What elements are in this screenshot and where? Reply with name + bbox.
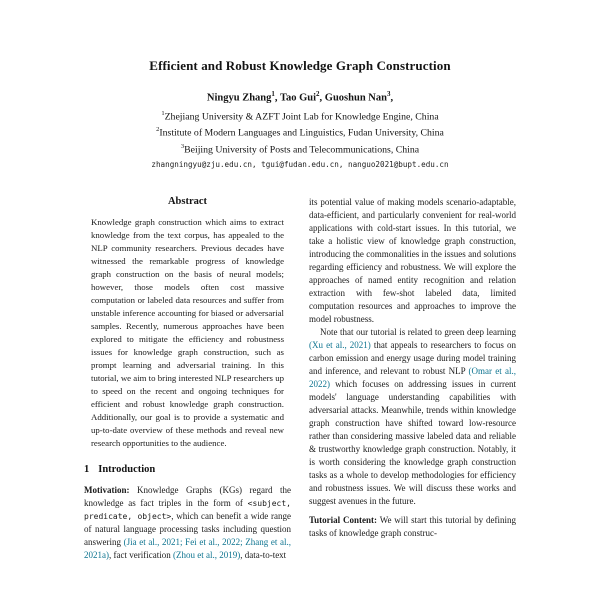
- author-emails[interactable]: zhangningyu@zju.edu.cn, tgui@fudan.edu.cn, nanguo2021@bupt.edu.cn: [151, 159, 449, 169]
- author-name: Ningyu Zhang: [206, 92, 272, 104]
- citation-link[interactable]: (Omar et al., 2022): [309, 365, 516, 389]
- text-segment: , which can benefit a wide range of natural language processing tasks including question answering: [84, 510, 291, 547]
- left-column: [84, 196, 291, 562]
- paper-title: Efficient and Robust Knowledge Graph Construction: [149, 58, 451, 73]
- motivation-paragraph: [84, 484, 291, 562]
- affiliation-marker: 3: [180, 143, 185, 151]
- two-column-body: [84, 196, 516, 562]
- author-name: Tao Gui: [279, 92, 317, 104]
- citation-link[interactable]: (Xu et al., 2021): [309, 339, 371, 350]
- tutorial-content-label: Tutorial Content:: [309, 514, 378, 525]
- author-separator: ,: [274, 92, 280, 104]
- author-affil-marker: 3: [386, 90, 391, 98]
- authors-line: [84, 90, 516, 104]
- text-segment: Note that our tutorial is related to green deep learning: [320, 326, 516, 337]
- affiliation-text: Beijing University of Posts and Telecommunications, China: [184, 144, 420, 156]
- body-paragraph: its potential value of making models scenario-adaptable, data-efficient, and particularly convenient for real-world applications with cold-start issues. In this tutorial, we take a holistic view of knowledge graph construction, introducing the commonalities in the issues and solutions regarding efficiency and robustness. We will explore the approaches of named entity recognition and relation extraction with few-shot labeled data, limited computation resources and approaches to improve the model robustness.: [309, 196, 516, 324]
- affiliation-text: Zhejiang University & AZFT Joint Lab for Knowledge Engine, China: [164, 110, 439, 122]
- author-separator: ,: [390, 92, 394, 104]
- author-separator: ,: [319, 92, 325, 104]
- text-segment: which focuses on addressing issues in current models' language understanding capabilities with adversarial attacks. Meanwhile, trends within knowledge graph construction have shifted toward low-resource rather than considering massive labeled data and reliable & trustworthy knowledge graph construction. Notably, it is worth considering the knowledge graph construction tasks as a whole to develop methodologies for efficiency and robustness issues. We will discuss these works and suggest avenues in the future.: [309, 378, 516, 506]
- section-title: Introduction: [98, 463, 156, 475]
- right-column: [309, 196, 516, 562]
- paper-header: [84, 58, 516, 169]
- motivation-label: Motivation:: [84, 484, 130, 495]
- author-affil-marker: 2: [316, 90, 320, 98]
- author-name: Guoshun Nan: [324, 92, 387, 104]
- affiliation-marker: 2: [156, 126, 160, 134]
- section-heading-introduction: [84, 464, 291, 475]
- affiliation-line: [84, 123, 516, 140]
- citation-link[interactable]: (Jia et al., 2021; Fei et al., 2022; Zhang et al., 2021a): [84, 536, 291, 560]
- body-paragraph: [309, 326, 516, 508]
- abstract-heading: Abstract: [167, 195, 208, 207]
- affiliation-marker: 1: [161, 109, 165, 117]
- abstract-text: Knowledge graph construction which aims to extract knowledge from the text corpus, has appealed to the NLP community researchers. Previous decades have witnessed the remarkable progress of knowledge graph construction on the basis of neural models; however, those models often cost massive computation or labeled data resources and suffer from unstable inference accounting for biased or adversarial samples. Recently, numerous approaches have been explored to mitigate the efficiency and robustness issues for knowledge graph construction, such as prompt learning and adversarial training. In this tutorial, we aim to bring interested NLP researchers up to speed on the recent and ongoing techniques for efficient and robust knowledge graph construction. Additionally, our goal is to provide a systematic and up-to-date overview of these methods and reveal new research opportunities to the audience.: [91, 216, 284, 448]
- tutorial-content-paragraph: [309, 514, 516, 540]
- text-segment: , fact verification: [109, 549, 173, 560]
- triple-format-code: <subject, predicate, object>: [84, 498, 291, 521]
- section-number: 1: [84, 463, 90, 475]
- text-segment: We will start this tutorial by defining tasks of knowledge graph construc-: [309, 514, 516, 538]
- text-segment: that appeals to researchers to focus on carbon emission and energy usage during model training and inference, and relevant to robust NLP: [309, 339, 517, 376]
- affiliation-line: [84, 107, 516, 124]
- affiliation-text: Institute of Modern Languages and Linguistics, Fudan University, China: [159, 127, 444, 139]
- text-segment: Knowledge Graphs (KGs) regard the knowledge as fact triples in the form of: [84, 484, 291, 508]
- text-segment: , data-to-text: [240, 549, 287, 560]
- citation-link[interactable]: (Zhou et al., 2019): [172, 549, 241, 560]
- affiliation-line: [84, 140, 516, 157]
- author-affil-marker: 1: [271, 90, 275, 98]
